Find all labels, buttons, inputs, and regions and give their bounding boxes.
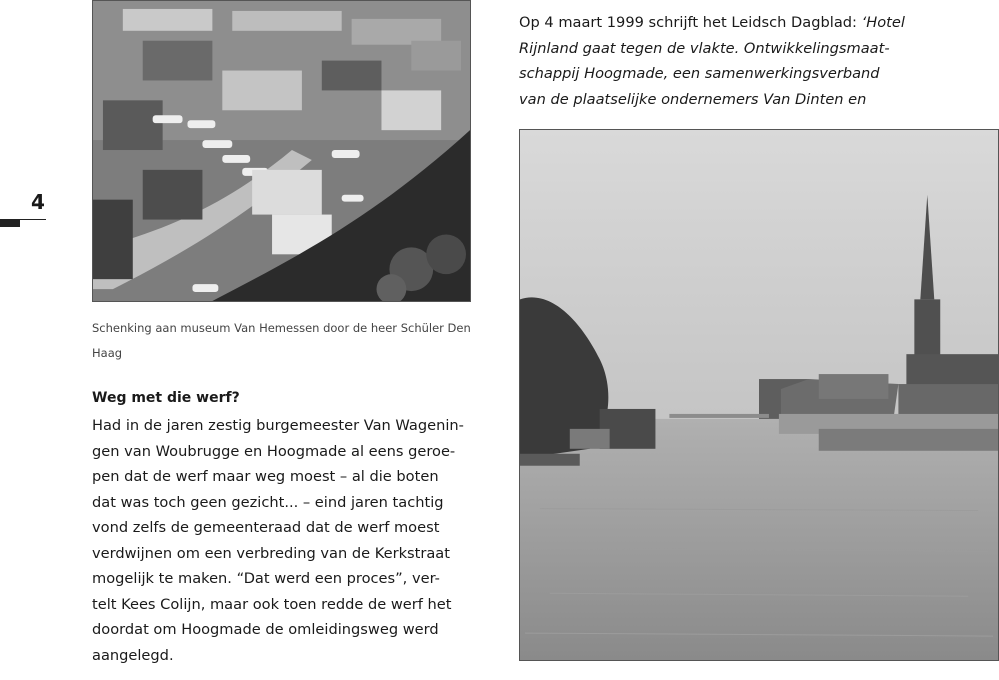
page-number-rule-marker bbox=[0, 219, 20, 227]
intro-quote-line: van de plaatselijke ondernemers Van Dinten en bbox=[519, 90, 867, 108]
intro-line-quote-start: ‘Hotel bbox=[861, 14, 905, 31]
page-number: 4 bbox=[31, 190, 45, 214]
body-line: doordat om Hoogmade de omleidingsweg werd bbox=[92, 621, 439, 638]
aerial-photo-caption bbox=[92, 316, 477, 366]
body-line: verdwijnen om een verbreding van de Kerkstraat bbox=[92, 544, 450, 562]
aerial-photo bbox=[92, 0, 471, 302]
river-photo bbox=[519, 129, 999, 661]
section-heading: Weg met die werf? bbox=[92, 390, 240, 406]
caption-line: Haag bbox=[92, 346, 123, 360]
body-line: telt Kees Colijn, maar ook toen redde de werf het bbox=[92, 595, 452, 613]
intro-quote-line: schappij Hoogmade, een samenwerkingsverband bbox=[519, 65, 880, 82]
aerial-photo-image bbox=[93, 1, 470, 301]
body-line: vond zelfs de gemeenteraad dat de werf moest bbox=[92, 519, 440, 536]
body-line: gen van Woubrugge en Hoogmade al eens geroe- bbox=[92, 442, 456, 460]
body-line: mogelijk te maken. “Dat werd een proces”, ver- bbox=[92, 570, 440, 587]
body-line: Had in de jaren zestig burgemeester Van Wagenin- bbox=[92, 417, 464, 434]
article-body bbox=[92, 413, 482, 668]
river-photo-image bbox=[520, 130, 998, 660]
body-line: aangelegd. bbox=[92, 646, 174, 664]
intro-quote-line: Rijnland gaat tegen de vlakte. Ontwikkelingsmaat- bbox=[519, 39, 890, 57]
intro-paragraph bbox=[519, 10, 989, 112]
body-line: dat was toch geen gezicht... – eind jaren tachtig bbox=[92, 493, 444, 511]
intro-line-plain: Op 4 maart 1999 schrijft het Leidsch Dagblad: bbox=[519, 14, 862, 31]
caption-line: Schenking aan museum Van Hemessen door de heer Schüler Den bbox=[92, 321, 471, 335]
intro-line bbox=[519, 10, 989, 36]
body-line: pen dat de werf maar weg moest – al die boten bbox=[92, 468, 439, 485]
